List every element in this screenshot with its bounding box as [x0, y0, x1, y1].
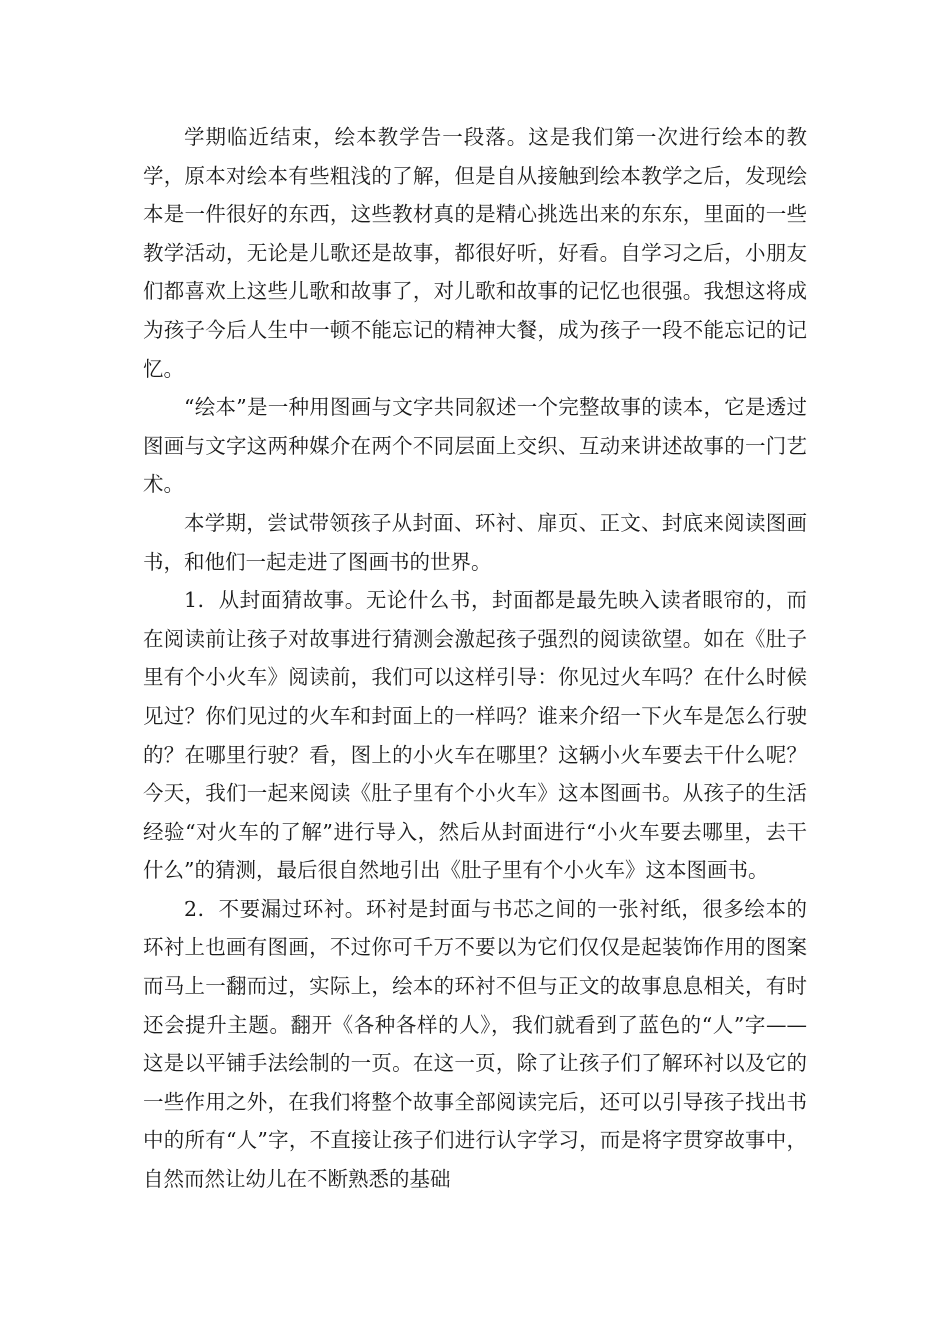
paragraph-definition: “绘本”是一种用图画与文字共同叙述一个完整故事的读本，它是透过图画与文字这两种媒介在两个不同层面上交织、互动来讲述故事的一门艺术。 — [143, 395, 807, 497]
paragraph-intro: 学期临近结束，绘本教学告一段落。这是我们第一次进行绘本的教学，原本对绘本有些粗浅的了解，但是自从接触到绘本教学之后，发现绘本是一件很好的东西，这些教材真的是精心挑选出来的东东，里面的一些教学活动，无论是儿歌还是故事，都很好听，好看。自学习之后，小朋友们都喜欢上这些儿歌和故事了，对儿歌和故事的记忆也很强。我想这将成为孩子今后人生中一顿不能忘记的精神大餐，成为孩子一段不能忘记的记忆。 — [143, 125, 807, 381]
paragraph-point-1: 1．从封面猜故事。无论什么书，封面都是最先映入读者眼帘的，而在阅读前让孩子对故事进行猜测会激起孩子强烈的阅读欲望。如在《肚子里有个小火车》阅读前，我们可以这样引导：你见过火车吗？在什么时候见过？你们见过的火车和封面上的一样吗？谁来介绍一下火车是怎么行驶的？在哪里行驶？看，图上的小火车在哪里？这辆小火车要去干什么呢？今天，我们一起来阅读《肚子里有个小火车》这本图画书。从孩子的生活经验“对火车的了解”进行导入，然后从封面进行“小火车要去哪里，去干什么”的猜测，最后很自然地引出《肚子里有个小火车》这本图画书。 — [143, 588, 807, 883]
paragraph-point-2: 2．不要漏过环衬。环衬是封面与书芯之间的一张衬纸，很多绘本的环衬上也画有图画，不过你可千万不要以为它们仅仅是起装饰作用的图案而马上一翻而过，实际上，绘本的环衬不但与正文的故事息息相关，有时还会提升主题。翻开《各种各样的人》，我们就看到了蓝色的“人”字——这是以平铺手法绘制的一页。在这一页，除了让孩子们了解环衬以及它的一些作用之外，在我们将整个故事全部阅读完后，还可以引导孩子找出书中的所有“人”字，不直接让孩子们进行认字学习，而是将字贯穿故事中，自然而然让幼儿在不断熟悉的基础 — [143, 896, 807, 1192]
paragraph-overview: 本学期，尝试带领孩子从封面、环衬、扉页、正文、封底来阅读图画书，和他们一起走进了图画书的世界。 — [143, 510, 807, 574]
document-body — [143, 118, 807, 1199]
